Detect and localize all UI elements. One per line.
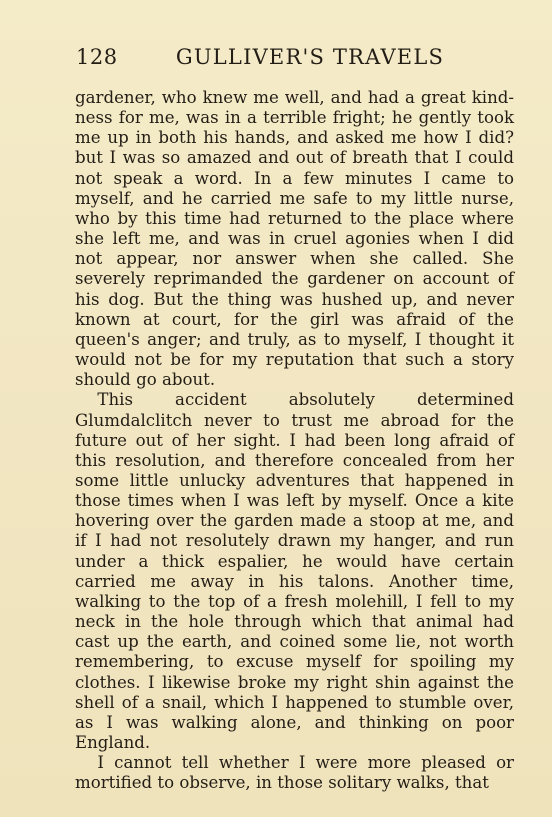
paragraph-continued: gardener, who knew me well, and had a great kindness for me, was in a terrible fright; he gently took me up in both his hands, and asked me how I did? but I was so amazed and out of breath that I could not speak a word. In a few minutes I came to myself, and he carried me safe to my little nurse, who by this time had returned to the place where she left me, and was in cruel agonies when I did not appear, nor answer when she called. She severely reprimanded the gardener on account of his dog. But the thing was hushed up, and never known at court, for the girl was afraid of the queen's anger; and truly, as to myself, I thought it would not be for my reputation that such a story should go about. — [75, 88, 514, 390]
paragraph-solitary-walks: I cannot tell whether I were more pleased or mortified to observe, in those solitary walks, that — [75, 753, 514, 793]
page-header — [76, 44, 514, 70]
paragraph-accident: This accident absolutely determined Glumdalclitch never to trust me abroad for the future out of her sight. I had been long afraid of this resolution, and therefore concealed from her some little unlucky adventures that happened in those times when I was left by myself. Once a kite hovering over the garden made a stoop at me, and if I had not resolutely drawn my hanger, and run under a thick espalier, he would have certain carried me away in his talons. Another time, walking to the top of a fresh molehill, I fell to my neck in the hole through which that animal had cast up the earth, and coined some lie, not worth remembering, to excuse myself for spoiling my clothes. I likewise broke my right shin against the shell of a snail, which I happened to stumble over, as I was walking alone, and thinking on poor England. — [75, 390, 514, 752]
body-text — [75, 88, 514, 793]
page-number: 128 — [76, 45, 118, 69]
running-title: GULLIVER'S TRAVELS — [175, 45, 445, 69]
